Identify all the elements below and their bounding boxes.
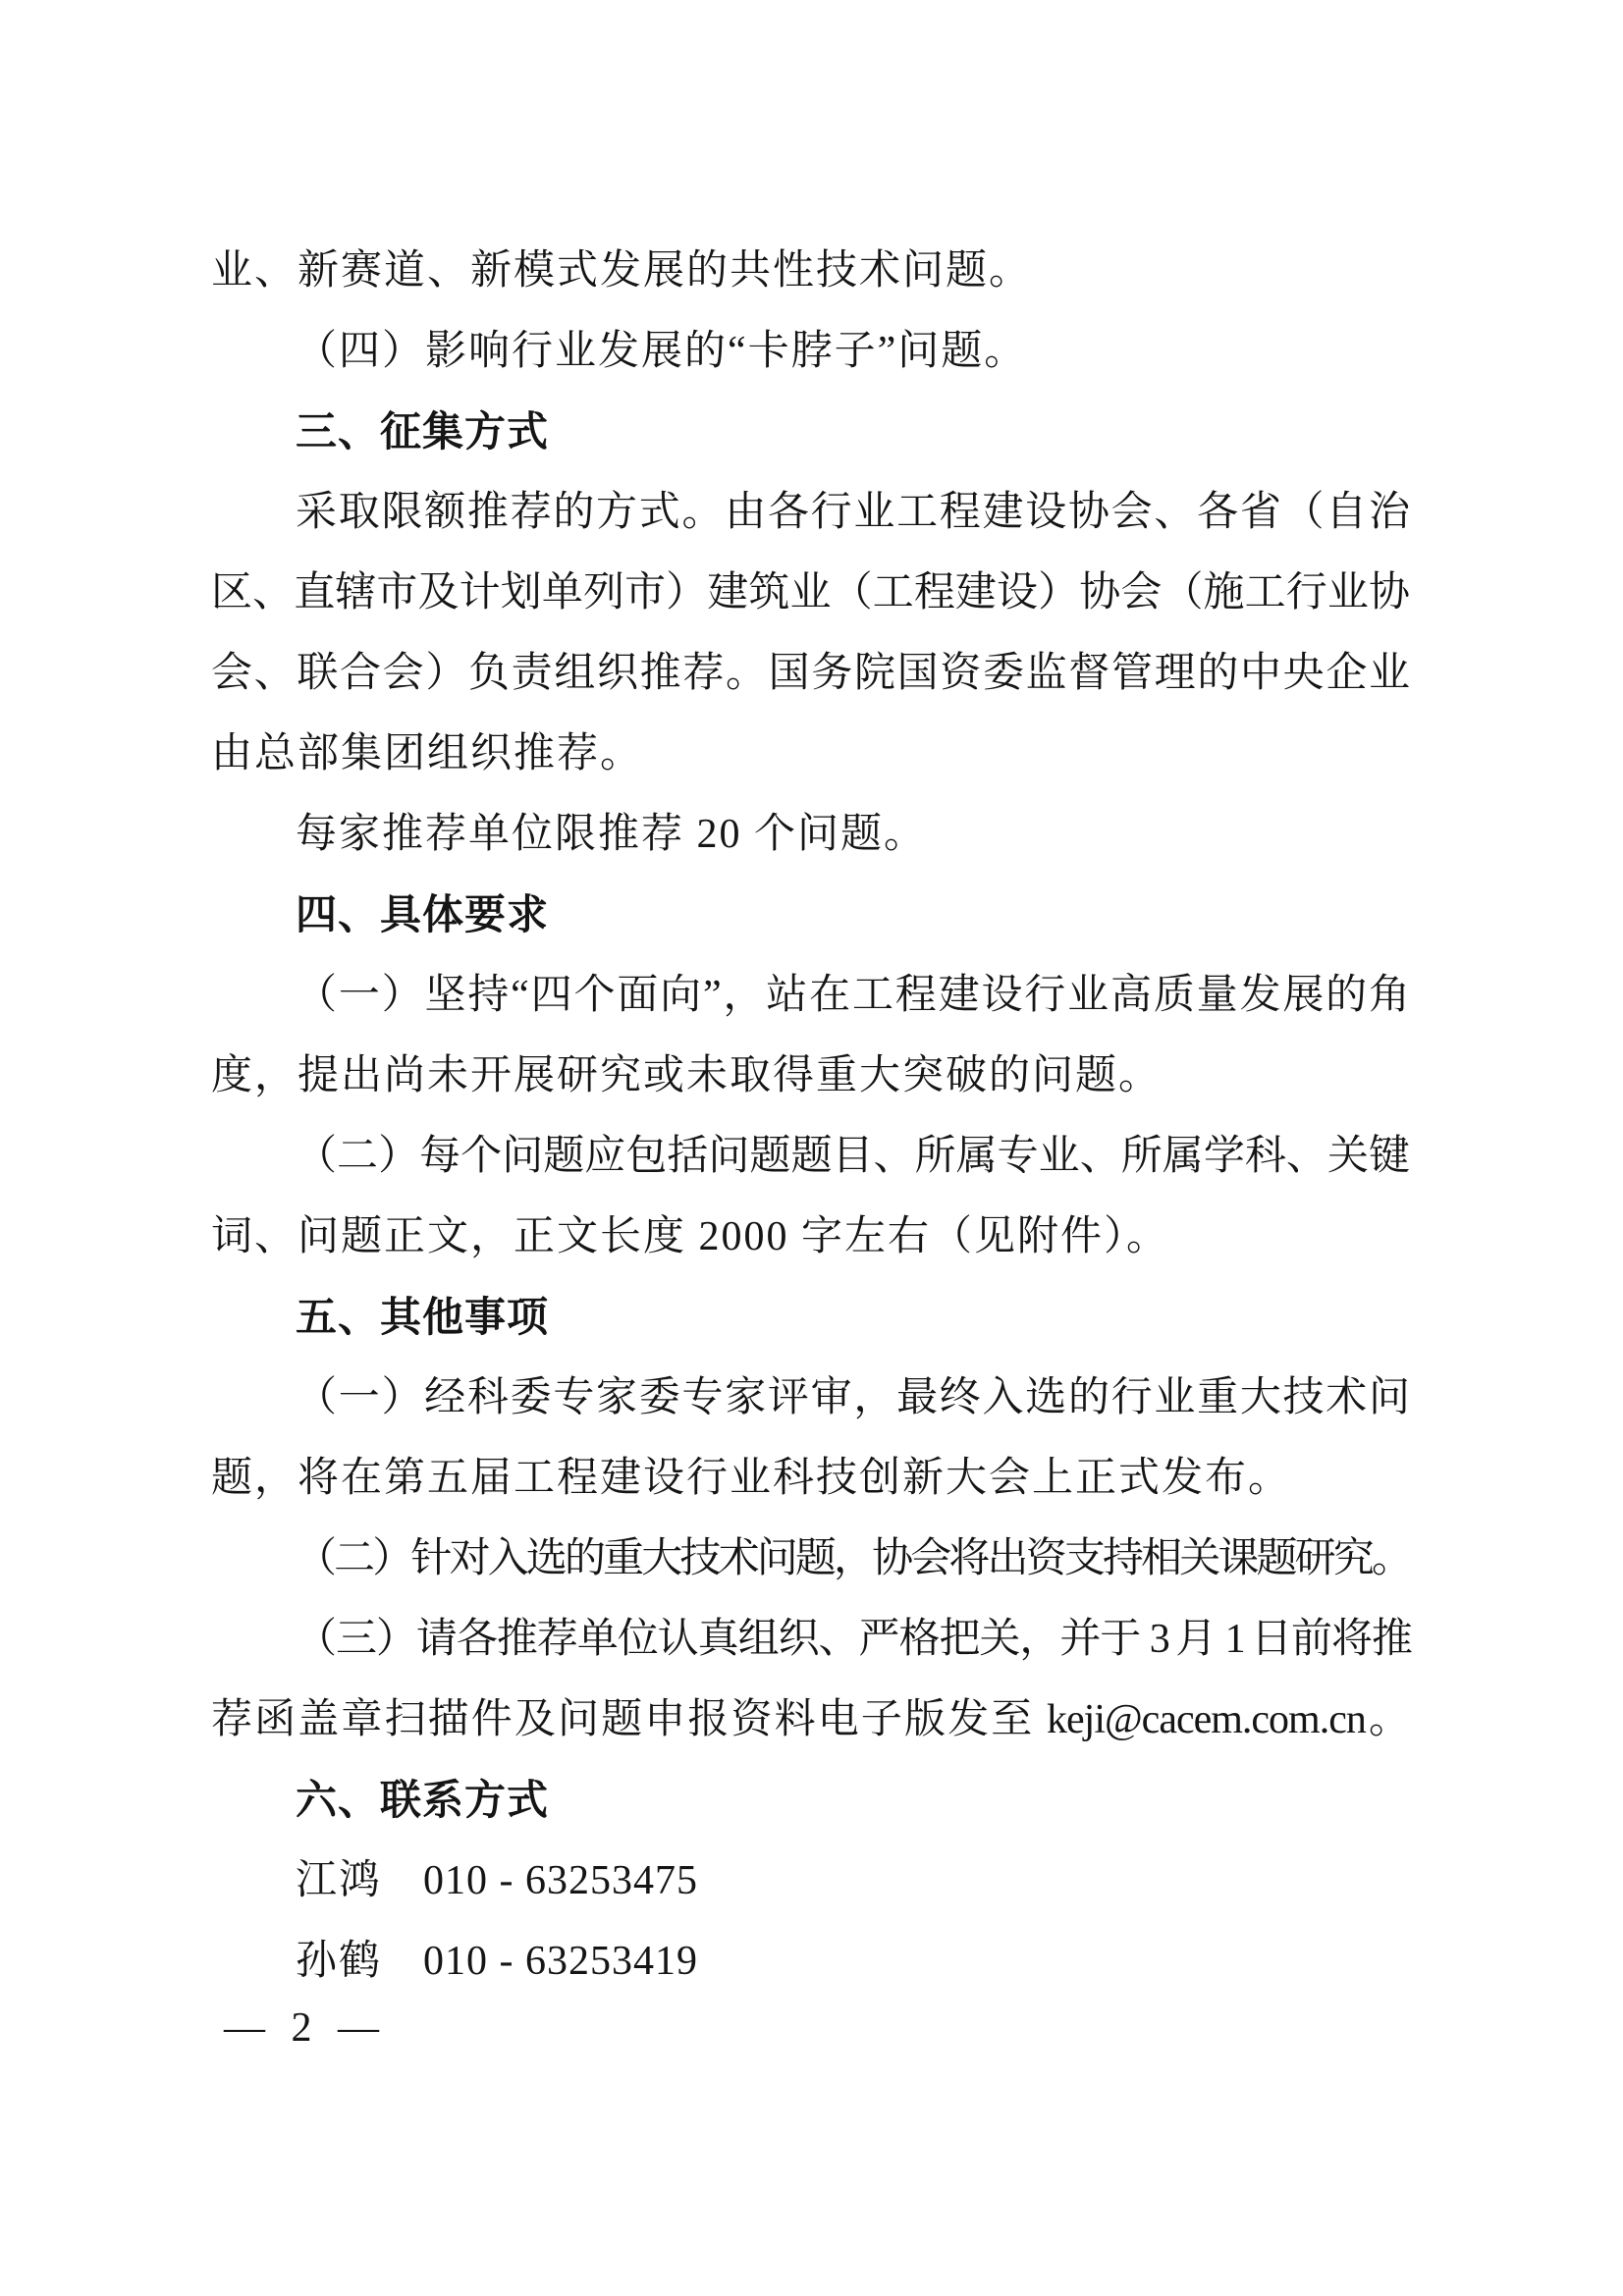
doc-line-quota: 每家推荐单位限推荐 20 个问题。 bbox=[296, 812, 928, 857]
section-heading-4: 四、具体要求 bbox=[296, 891, 550, 937]
section-heading-5: 五、其他事项 bbox=[296, 1294, 550, 1340]
contact-name: 孙鹤 bbox=[296, 1939, 383, 1984]
doc-line: 题，将在第五届工程建设行业科技创新大会上正式发布。 bbox=[211, 1456, 1292, 1501]
section-heading-6: 六、联系方式 bbox=[296, 1777, 550, 1823]
doc-line: （三）请各推荐单位认真组织、严格把关，并于 3 月 1 日前将推 bbox=[296, 1617, 1409, 1662]
contact-name: 江鸿 bbox=[296, 1858, 383, 1903]
doc-line: （一）坚持“四个面向”，站在工程建设行业高质量发展的角 bbox=[296, 973, 1409, 1018]
document-body bbox=[211, 231, 1409, 2002]
contact-row bbox=[211, 1921, 1409, 2002]
doc-line: （二）每个问题应包括问题题目、所属专业、所属学科、关键 bbox=[296, 1134, 1409, 1179]
section-heading-3: 三、征集方式 bbox=[296, 408, 550, 454]
contact-phone: 010 - 63253419 bbox=[423, 1939, 699, 1984]
doc-line-item-4: （四）影响行业发展的“卡脖子”问题。 bbox=[296, 329, 1028, 374]
doc-line: 采取限额推荐的方式。由各行业工程建设协会、各省（自治 bbox=[296, 490, 1409, 535]
doc-line: 词、问题正文，正文长度 2000 字左右（见附件）。 bbox=[211, 1214, 1170, 1259]
doc-line: （二）针对入选的重大技术问题，协会将出资支持相关课题研究。 bbox=[296, 1536, 1409, 1581]
doc-line: 由总部集团组织推荐。 bbox=[211, 731, 644, 776]
doc-line-continuation: 业、新赛道、新模式发展的共性技术问题。 bbox=[211, 248, 1033, 294]
doc-line: 会、联合会）负责组织推荐。国务院国资委监督管理的中央企业 bbox=[211, 651, 1409, 696]
page-number-footer: — 2 — bbox=[224, 2005, 387, 2051]
doc-line: （一）经科委专家委专家评审，最终入选的行业重大技术问 bbox=[296, 1375, 1409, 1420]
doc-line-email: 荐函盖章扫描件及问题申报资料电子版发至 keji@cacem.com.cn。 bbox=[211, 1697, 1409, 1742]
contact-phone: 010 - 63253475 bbox=[423, 1858, 699, 1903]
doc-line: 度，提出尚未开展研究或未取得重大突破的问题。 bbox=[211, 1053, 1163, 1098]
contact-row bbox=[211, 1841, 1409, 1921]
doc-line: 区、直辖市及计划单列市）建筑业（工程建设）协会（施工行业协 bbox=[211, 570, 1409, 615]
